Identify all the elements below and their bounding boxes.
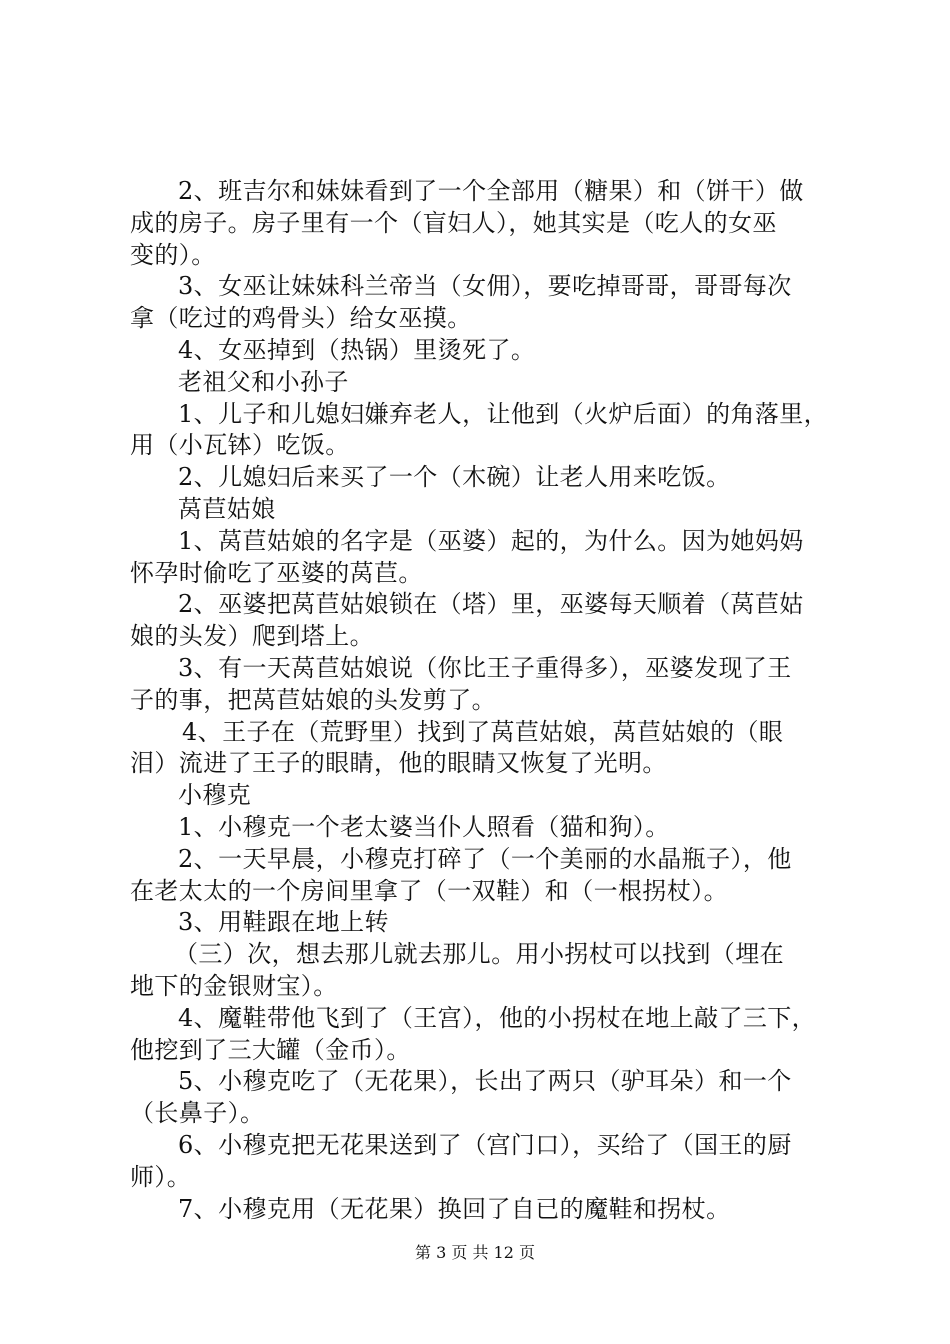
text-line: 4、王子在（荒野里）找到了莴苣姑娘，莴苣姑娘的（眼 [182,717,784,746]
text-line: 老祖父和小孙子 [178,367,349,396]
text-line: 子的事，把莴苣姑娘的头发剪了。 [130,685,496,714]
document-body [130,176,835,1225]
text-line: 1、儿子和儿媳妇嫌弃老人，让他到（火炉后面）的角落里， [178,399,829,428]
text-line: 6、小穆克把无花果送到了（宫门口），买给了（国王的厨 [178,1130,792,1159]
text-line: （三）次，想去那儿就去那儿。用小拐杖可以找到（埋在 [174,940,784,969]
text-line: 3、用鞋跟在地上转 [178,908,389,937]
text-line: 拿（吃过的鸡骨头）给女巫摸。 [130,304,472,333]
text-line: 4、魔鞋带他飞到了（王宫），他的小拐杖在地上敲了三下， [178,1003,817,1032]
text-line: 用（小瓦钵）吃饭。 [130,431,350,460]
text-line: 莴苣姑娘 [178,494,276,523]
text-line: 在老太太的一个房间里拿了（一双鞋）和（一根拐杖）。 [130,876,728,905]
text-line: 3、女巫让妹妹科兰帝当（女佣），要吃掉哥哥，哥哥每次 [178,272,792,301]
text-line: 7、小穆克用（无花果）换回了自已的魔鞋和拐杖。 [178,1194,731,1223]
text-line: 他挖到了三大罐（金币）。 [130,1035,411,1064]
text-line: 2、巫婆把莴苣姑娘锁在（塔）里，巫婆每天顺着（莴苣姑 [178,590,804,619]
text-line: 2、儿媳妇后来买了一个（木碗）让老人用来吃饭。 [178,463,731,492]
text-line: 2、一天早晨，小穆克打碎了（一个美丽的水晶瓶子），他 [178,844,792,873]
text-line: 娘的头发）爬到塔上。 [130,622,374,651]
text-line: 1、莴苣姑娘的名字是（巫婆）起的，为什么。因为她妈妈 [178,526,804,555]
text-line: 地下的金银财宝）。 [130,971,338,1000]
text-line: 小穆克 [178,781,252,810]
text-line: 4、女巫掉到（热锅）里烫死了。 [178,335,536,364]
text-line: 泪）流进了王子的眼睛，他的眼睛又恢复了光明。 [130,749,667,778]
text-line: 3、有一天莴苣姑娘说（你比王子重得多），巫婆发现了王 [178,653,792,682]
text-line: 成的房子。房子里有一个（盲妇人），她其实是（吃人的女巫 [130,208,777,237]
text-line: 2、班吉尔和妹妹看到了一个全部用（糖果）和（饼干）做 [178,177,804,205]
text-line: （长鼻子）。 [130,1099,265,1128]
text-line: 怀孕时偷吃了巫婆的莴苣。 [130,558,423,587]
text-line: 5、小穆克吃了（无花果），长出了两只（驴耳朵）和一个 [178,1067,792,1096]
text-line: 1、小穆克一个老太婆当仆人照看（猫和狗）。 [178,812,670,841]
text-line: 变的）。 [130,240,216,269]
text-line: 师）。 [130,1162,192,1191]
page-footer: 第 3 页 共 12 页 [415,1243,535,1262]
